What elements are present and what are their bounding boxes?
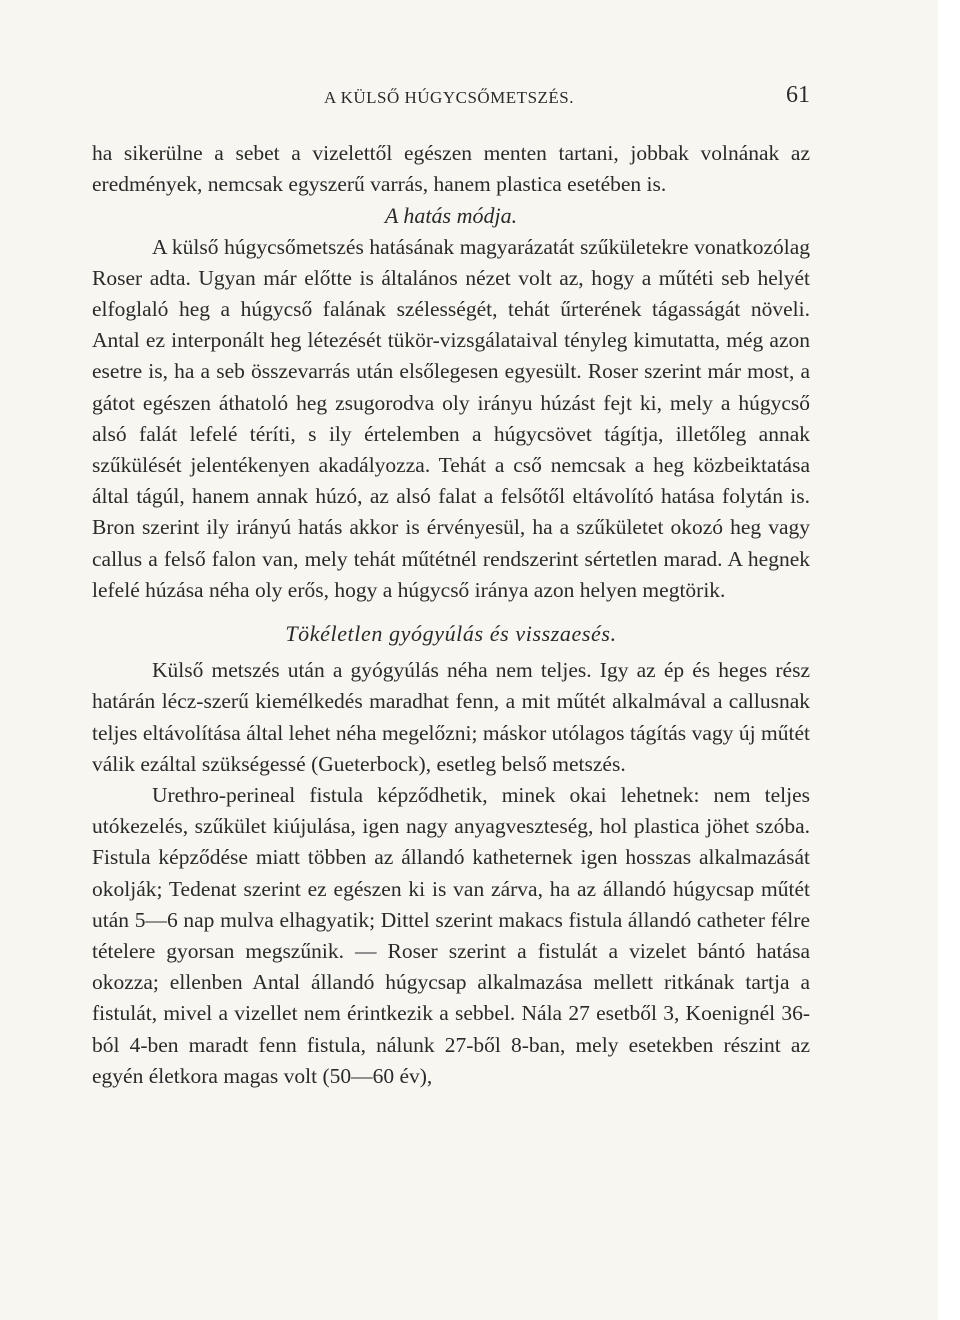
page-edge (938, 0, 960, 1320)
paragraph-hatas: A külső húgycsőmetszés hatásának magyarázatát szűkületekre vonatkozólag Roser adta. Ugyan már előtte is általános nézet volt az, hogy a műtéti seb helyét elfoglaló heg a húgycső falának szélességét, tehát űrterének tágasságát növeli. Antal ez interponált heg létezését tükör-vizsgálataival tényleg kimutatta, még azon esetre is, ha a seb összevarrás után elsőlegesen egyesült. Roser szerint már most, a gátot egészen áthatoló heg zsugorodva oly irányu húzást fejt ki, mely a húgycső alsó falát lefelé téríti, s ily értelemben a húgycsövet tágítja, illetőleg annak szűkülését jelentékenyen akadályozza. Tehát a cső nemcsak a heg közbeiktatása által tágúl, hanem annak húzó, az alsó falat a felsőtől eltávolító hatása folytán is. Bron szerint ily irányú hatás akkor is érvényesül, ha a szűkületet okozó heg vagy callus a felső falon van, mely tehát műtétnél rendszerint sértetlen marad. A hegnek lefelé húzása néha oly erős, hogy a húgycső iránya azon helyen megtörik. (92, 234, 810, 602)
running-head: A KÜLSŐ HÚGYCSŐMETSZÉS. (324, 88, 574, 107)
body-text (92, 138, 810, 1092)
page-number: 61 (786, 82, 810, 108)
paragraph-continuation: ha sikerülne a sebet a vizelettől egészen menten tartani, jobbak volnának az eredmények, nemcsak egyszerű varrás, hanem plastica esetében is. (92, 141, 810, 197)
page-header (92, 82, 810, 116)
paragraph-fistula: Urethro-perineal fistula képződhetik, minek okai lehetnek: nem teljes utókezelés, szűkület kiújulása, igen nagy anyagveszteség, hol plastica jöhet szóba. Fistula képződése miatt többen az állandó katheternek igen hosszas alkalmazását okolják; Tedenat szerint ez egészen ki is van zárva, ha az állandó húgycsap műtét után 5—6 nap mulva elhagyatik; Dittel szerint makacs fistula állandó catheter félre tételere gyorsan megszűnik. — Roser szerint a fistulát a vizelet bántó hatása okozza; ellenben Antal állandó húgycsap alkalmazása mellett ritkának tartja a fistulát, mivel a vizellet nem érintkezik a sebbel. Nála 27 esetből 3, Koenignél 36-ból 4-ben maradt fenn fistula, nálunk 27-ből 8-ban, mely esetekben részint az egyén életkora magas volt (50—60 év), (92, 783, 810, 1088)
section-heading-hatas-modja: A hatás módja. (384, 203, 518, 229)
paragraph-gyogyulas: Külső metszés után a gyógyúlás néha nem teljes. Igy az ép és heges rész határán lécz-szerű kiemélkedés maradhat fenn, a mit műtét alkalmával a callusnak teljes eltávolítása által lehet néha megelőzni; máskor utólagos tágítás vagy új műtét válik ezáltal szükségessé (Gueterbock), esetleg belső metszés. (92, 658, 810, 776)
section-heading-tokeletlen-gyogyulas: Tökéletlen gyógyúlás és visszaesés. (285, 621, 617, 647)
